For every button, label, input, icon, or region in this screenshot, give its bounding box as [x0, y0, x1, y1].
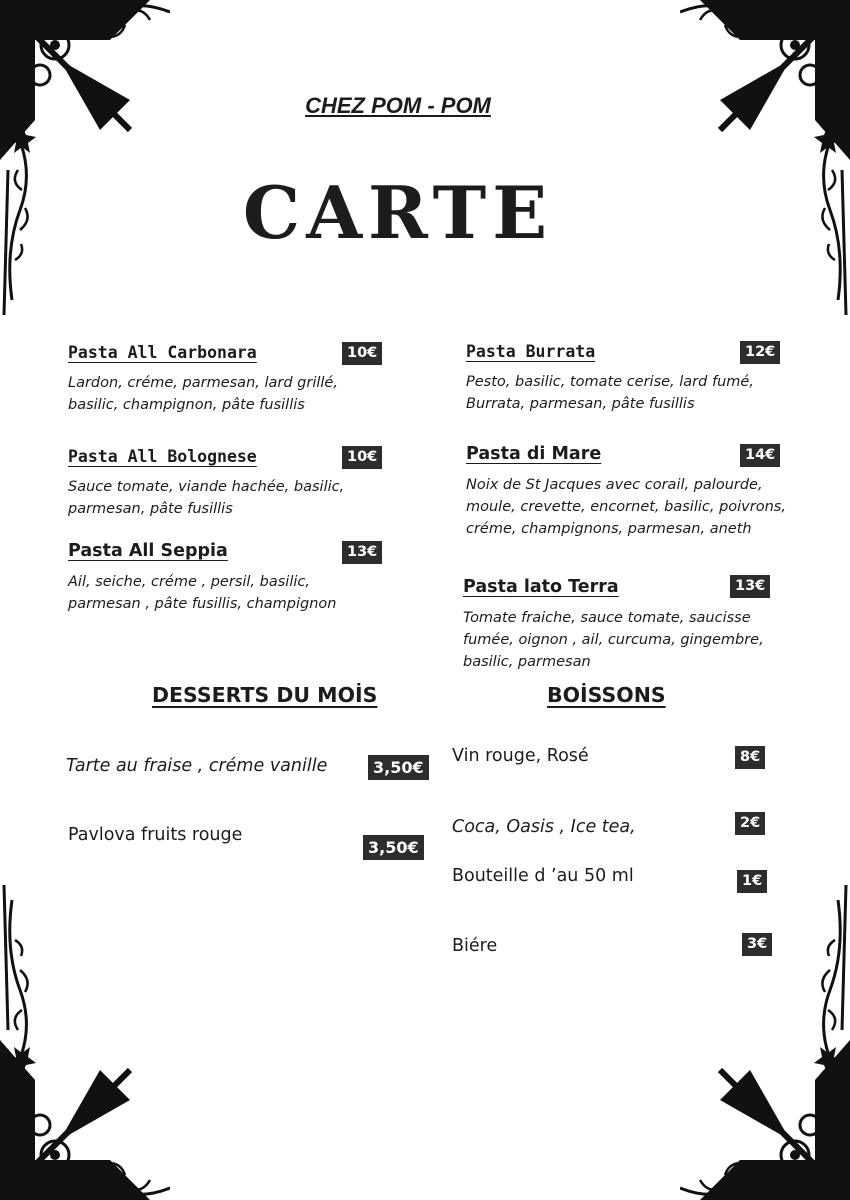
drink-item-name: Coca, Oasis , Ice tea, [452, 817, 636, 837]
menu-item-bolognese [68, 447, 368, 520]
price-badge: 13€ [730, 575, 770, 598]
price-badge: 3,50€ [368, 755, 429, 780]
drinks-heading: BOİSSONS [547, 683, 666, 707]
price-badge: 10€ [342, 342, 382, 365]
price-badge: 12€ [740, 341, 780, 364]
dessert-item-name: Tarte au fraise , créme vanille [66, 756, 328, 776]
price-badge: 8€ [735, 746, 765, 769]
corner-ornament-top-left [0, 0, 170, 320]
price-badge: 3€ [742, 933, 772, 956]
dessert-item-name: Pavlova fruits rouge [68, 825, 243, 845]
menu-item-description: Tomate fraiche, sauce tomate, saucisse fumée, oignon , ail, curcuma, gingembre, basilic, parmesan [463, 610, 764, 670]
menu-item-name: Pasta All Bolognese [68, 447, 257, 466]
menu-item-name: Pasta All Carbonara [68, 343, 257, 362]
menu-item-description: Lardon, créme, parmesan, lard grillé, basilic, champignon, pâte fusillis [68, 375, 338, 413]
drink-item-name: Vin rouge, Rosé [452, 746, 589, 766]
drink-item-name: Biére [452, 936, 498, 956]
menu-item-carbonara [68, 343, 368, 416]
page-title: CARTE [242, 170, 554, 255]
price-badge: 13€ [342, 541, 382, 564]
menu-item-seppia [68, 541, 368, 615]
menu-item-name: Pasta Burrata [466, 342, 596, 361]
menu-item-description: Sauce tomate, viande hachée, basilic, parmesan, pâte fusillis [68, 479, 345, 517]
menu-item-name: Pasta di Mare [466, 444, 602, 464]
corner-ornament-top-right [680, 0, 850, 320]
menu-item-name: Pasta lato Terra [463, 577, 619, 597]
menu-item-name: Pasta All Seppia [68, 541, 228, 561]
price-badge: 3,50€ [363, 835, 424, 860]
price-badge: 10€ [342, 446, 382, 469]
drink-item-name: Bouteille d ’au 50 ml [452, 866, 634, 886]
price-badge: 1€ [737, 870, 767, 893]
price-badge: 2€ [735, 812, 765, 835]
corner-ornament-bottom-right [680, 880, 850, 1200]
menu-item-description: Pesto, basilic, tomate cerise, lard fumé, Burrata, parmesan, pâte fusillis [466, 374, 754, 412]
corner-ornament-bottom-left [0, 880, 170, 1200]
restaurant-name: CHEZ POM - POM [305, 93, 491, 118]
menu-item-description: Noix de St Jacques avec corail, palourde, moule, crevette, encornet, basilic, poivrons, créme, champignons, parmesan, aneth [466, 477, 786, 537]
menu-item-description: Ail, seiche, créme , persil, basilic, parmesan , pâte fusillis, champignon [68, 574, 337, 612]
price-badge: 14€ [740, 444, 780, 467]
desserts-heading: DESSERTS DU MOİS [152, 683, 378, 707]
